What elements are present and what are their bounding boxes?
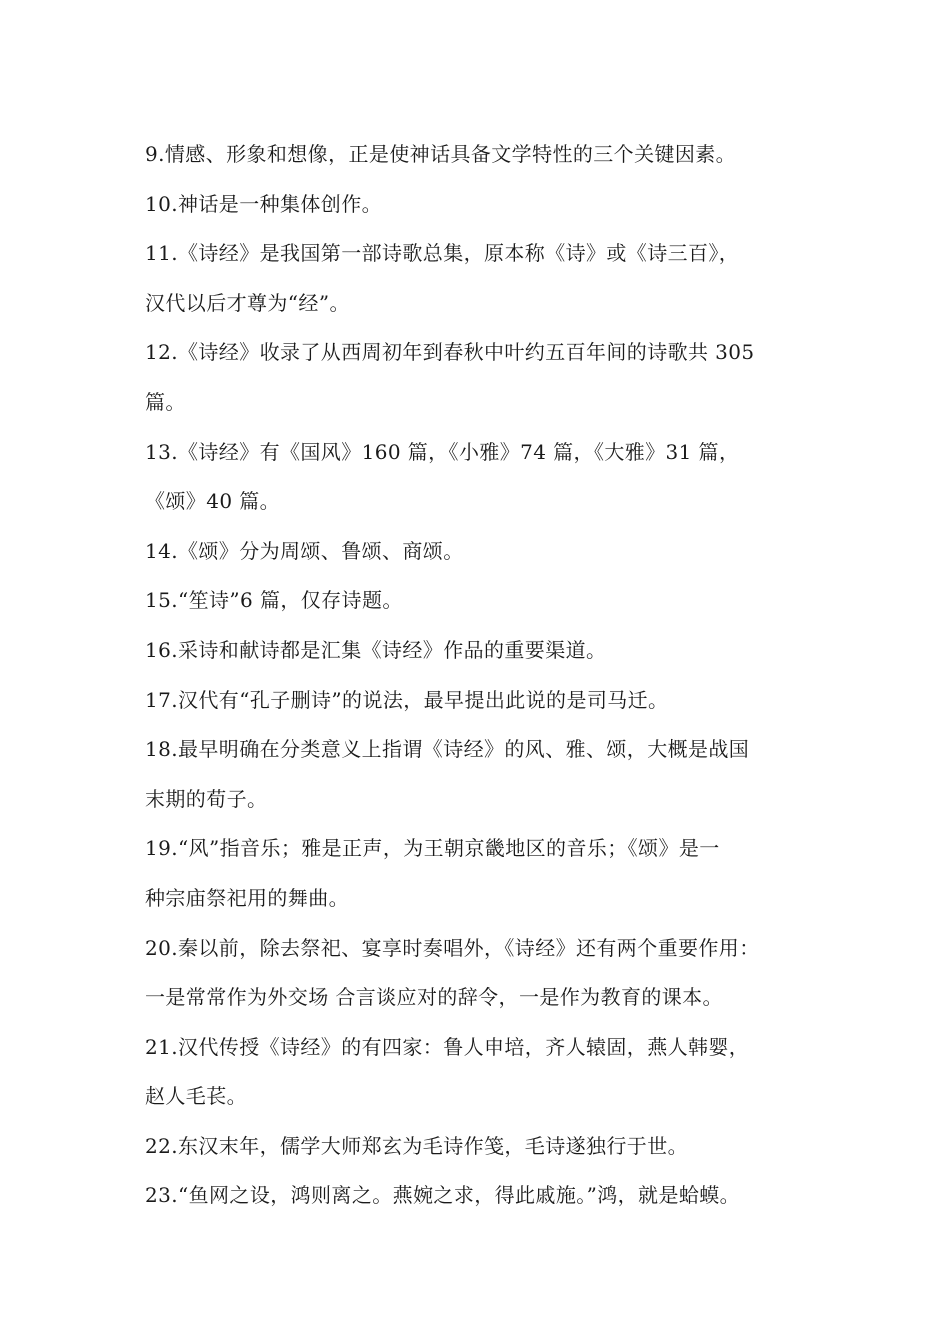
text-line-item-12: 12.《诗经》收录了从西周初年到春秋中叶约五百年间的诗歌共 305 [145,340,755,365]
text-line-item-15: 15.“笙诗”6 篇，仅存诗题。 [145,588,403,613]
text-line-item-18-cont: 末期的荀子。 [145,786,268,811]
text-line-item-21: 21.汉代传授《诗经》的有四家：鲁人申培，齐人辕固，燕人韩婴， [145,1034,750,1059]
text-line-item-21-cont: 赵人毛苌。 [145,1084,247,1109]
text-line-item-17: 17.汉代有“孔子删诗”的说法，最早提出此说的是司马迁。 [145,687,669,712]
text-line-item-11: 11.《诗经》是我国第一部诗歌总集，原本称《诗》或《诗三百》， [145,241,740,266]
text-line-item-12-cont: 篇。 [145,389,186,414]
text-line-item-13-cont: 《颂》40 篇。 [145,489,281,514]
text-line-item-19-cont: 种宗庙祭祀用的舞曲。 [145,885,349,910]
text-line-item-20: 20.秦以前，除去祭祀、宴享时奏唱外，《诗经》还有两个重要作用： [145,935,760,960]
document-body [145,130,835,1221]
text-line-item-20-cont: 一是常常作为外交场 合言谈应对的辞令，一是作为教育的课本。 [145,985,723,1010]
text-line-item-10: 10.神话是一种集体创作。 [145,191,383,216]
text-line-item-13: 13.《诗经》有《国风》160 篇，《小雅》74 篇，《大雅》31 篇， [145,439,740,464]
text-line-item-23: 23.“鱼网之设，鸿则离之。燕婉之求，得此戚施。”鸿，就是蛤蟆。 [145,1183,741,1208]
text-line-item-11-cont: 汉代以后才尊为“经”。 [145,290,350,315]
text-line-item-9: 9.情感、形象和想像，正是使神话具备文学特性的三个关键因素。 [145,142,737,166]
text-line-item-19: 19.“风”指音乐；雅是正声，为王朝京畿地区的音乐；《颂》是一 [145,836,720,861]
text-line-item-14: 14.《颂》分为周颂、鲁颂、商颂。 [145,538,464,563]
text-line-item-18: 18.最早明确在分类意义上指谓《诗经》的风、雅、颂，大概是战国 [145,737,750,762]
text-line-item-16: 16.采诗和献诗都是汇集《诗经》作品的重要渠道。 [145,637,607,662]
text-line-item-22: 22.东汉末年，儒学大师郑玄为毛诗作笺，毛诗遂独行于世。 [145,1133,689,1158]
